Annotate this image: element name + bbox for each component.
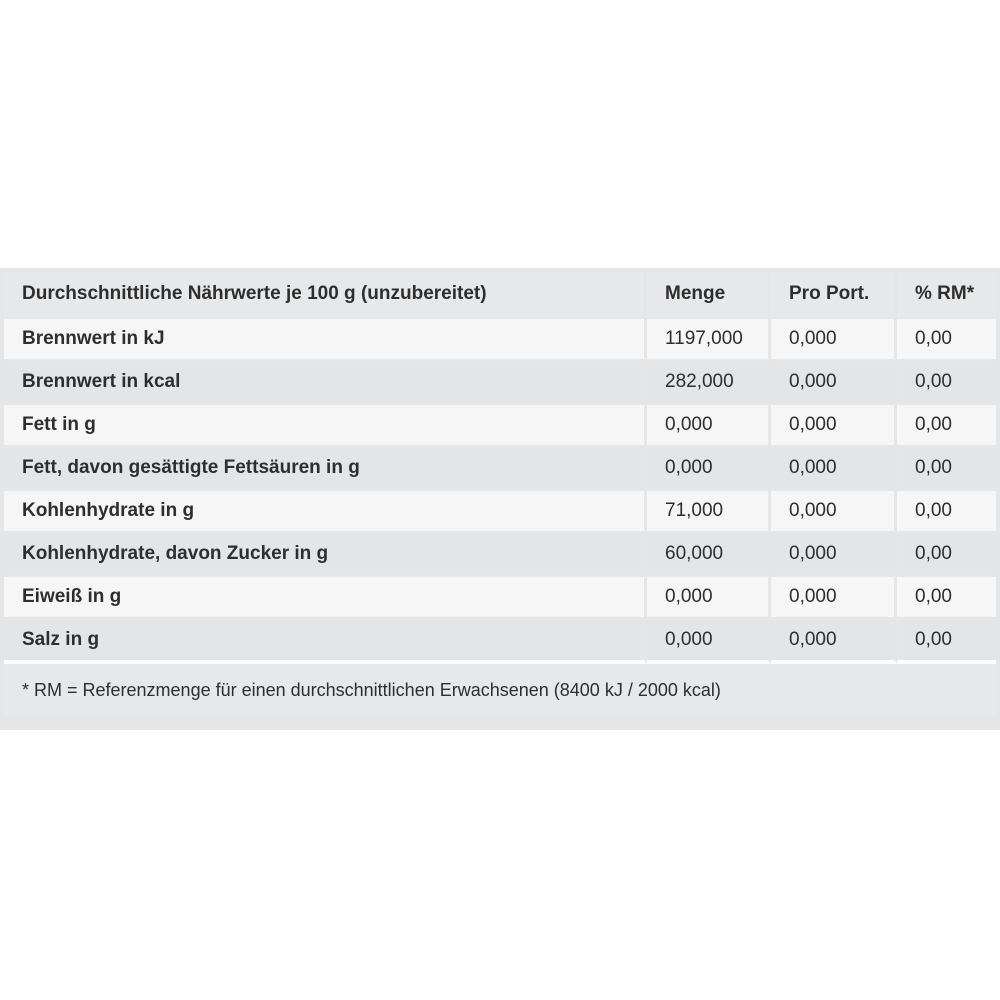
table-header-row [4, 271, 996, 319]
portion-value: 0,000 [771, 491, 897, 534]
nutrient-label: Brennwert in kJ [4, 319, 647, 362]
amount-value: 0,000 [647, 620, 771, 664]
reference-percent-value: 0,00 [897, 405, 996, 448]
header-reference-percent: % RM* [897, 271, 996, 319]
table-row [4, 491, 996, 534]
reference-percent-value: 0,00 [897, 362, 996, 405]
nutrient-label: Fett, davon gesättigte Fettsäuren in g [4, 448, 647, 491]
reference-percent-value: 0,00 [897, 491, 996, 534]
amount-value: 71,000 [647, 491, 771, 534]
reference-percent-value: 0,00 [897, 319, 996, 362]
amount-value: 282,000 [647, 362, 771, 405]
table-row [4, 577, 996, 620]
portion-value: 0,000 [771, 319, 897, 362]
nutrition-table [4, 271, 996, 716]
table-row [4, 405, 996, 448]
portion-value: 0,000 [771, 362, 897, 405]
nutrient-label: Brennwert in kcal [4, 362, 647, 405]
amount-value: 0,000 [647, 448, 771, 491]
portion-value: 0,000 [771, 620, 897, 664]
header-amount: Menge [647, 271, 771, 319]
table-row [4, 620, 996, 664]
portion-value: 0,000 [771, 405, 897, 448]
nutrient-label: Eiweiß in g [4, 577, 647, 620]
amount-value: 60,000 [647, 534, 771, 577]
amount-value: 1197,000 [647, 319, 771, 362]
amount-value: 0,000 [647, 405, 771, 448]
table-row [4, 362, 996, 405]
reference-percent-value: 0,00 [897, 577, 996, 620]
reference-percent-value: 0,00 [897, 534, 996, 577]
portion-value: 0,000 [771, 534, 897, 577]
table-row [4, 448, 996, 491]
nutrient-label: Salz in g [4, 620, 647, 664]
reference-percent-value: 0,00 [897, 448, 996, 491]
portion-value: 0,000 [771, 448, 897, 491]
nutrient-label: Kohlenhydrate, davon Zucker in g [4, 534, 647, 577]
table-row [4, 319, 996, 362]
table-footer-row [4, 664, 996, 716]
footnote: * RM = Referenzmenge für einen durchschnittlichen Erwachsenen (8400 kJ / 2000 kcal) [4, 664, 996, 716]
nutrition-table-container [0, 268, 1000, 730]
nutrient-label: Fett in g [4, 405, 647, 448]
amount-value: 0,000 [647, 577, 771, 620]
table-row [4, 534, 996, 577]
header-nutrient: Durchschnittliche Nährwerte je 100 g (unzubereitet) [4, 271, 647, 319]
portion-value: 0,000 [771, 577, 897, 620]
nutrient-label: Kohlenhydrate in g [4, 491, 647, 534]
header-per-portion: Pro Port. [771, 271, 897, 319]
reference-percent-value: 0,00 [897, 620, 996, 664]
